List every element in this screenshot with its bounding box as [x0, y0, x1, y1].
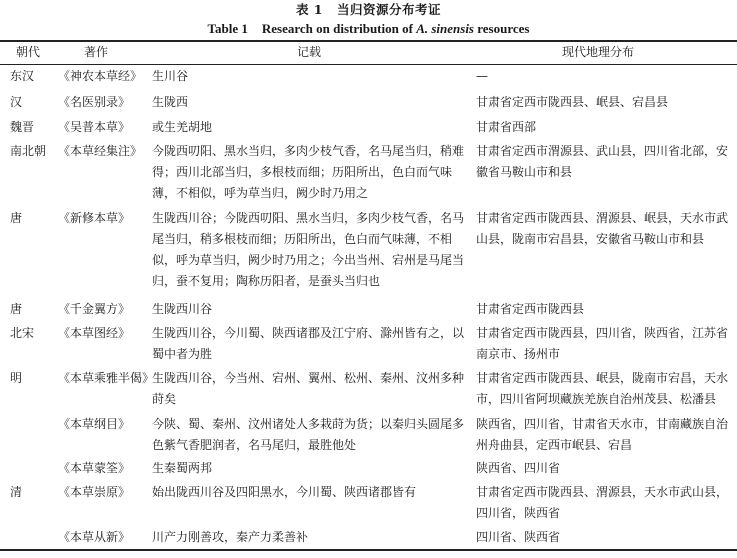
row-work: 《千金翼方》 — [58, 302, 131, 316]
row-record: 生陇西 — [152, 95, 189, 109]
row-dynasty: 北宋 — [10, 326, 35, 340]
row-dynasty: 东汉 — [10, 69, 35, 83]
row-geography: 甘肃省定西市陇西县、岷县，陇南市宕昌，天水市，四川省阿坝藏族羌族自治州茂县、松潘县 — [476, 371, 729, 406]
caption-en-number: Table 1 — [207, 21, 248, 36]
table-caption-cn — [0, 2, 737, 18]
row-geography: 陕西省、四川省 — [476, 461, 561, 475]
row-dynasty: 唐 — [10, 211, 23, 225]
row-work: 《本草图经》 — [58, 326, 131, 340]
row-record: 或生羌胡地 — [152, 120, 213, 134]
row-record: 川产力刚善攻，秦产力柔善补 — [152, 530, 309, 544]
row-dynasty: 汉 — [10, 95, 23, 109]
row-work: 《本草蒙筌》 — [58, 461, 131, 475]
table-caption-en — [0, 21, 737, 37]
row-geography: — — [476, 69, 488, 83]
caption-en-prefix: Research on distribution of — [261, 21, 413, 36]
row-geography: 甘肃省西部 — [476, 120, 537, 134]
row-geography: 陕西省，四川省，甘肃省天水市，甘南藏族自治州舟曲县，定西市岷县、宕昌 — [476, 417, 729, 452]
row-dynasty: 南北朝 — [10, 144, 47, 158]
row-work: 《神农本草经》 — [58, 69, 143, 83]
row-record: 生陇西川谷，今当州、宕州、翼州、松州、秦州、汶州多种莳矣 — [152, 371, 465, 406]
row-geography: 甘肃省定西市陇西县、渭源县、岷县，天水市武山县，陇南市宕昌县，安徽省马鞍山市和县 — [476, 211, 729, 246]
row-geography: 甘肃省定西市陇西县、渭源县，天水市武山县，四川省，陕西省 — [476, 485, 729, 520]
caption-cn-title: 当归资源分布考证 — [337, 2, 442, 17]
row-geography: 甘肃省定西市渭源县、武山县，四川省北部，安徽省马鞍山市和县 — [476, 144, 729, 179]
row-work: 《吴普本草》 — [58, 120, 131, 134]
row-work: 《本草乘雅半偈》 — [58, 371, 155, 385]
row-dynasty: 清 — [10, 485, 23, 499]
row-geography: 甘肃省定西市陇西县 — [476, 302, 585, 316]
caption-en-suffix: resources — [477, 21, 530, 36]
row-record: 生川谷 — [152, 69, 189, 83]
column-header-dynasty: 朝代 — [16, 45, 41, 59]
row-work: 《新修本草》 — [58, 211, 131, 225]
row-geography: 甘肃省定西市陇西县，四川省，陕西省，江苏省南京市、扬州市 — [476, 326, 729, 361]
row-record: 生陇西川谷，今川蜀、陕西诸郡及江宁府、滁州皆有之，以蜀中者为胜 — [152, 326, 465, 361]
column-header-geography: 现代地理分布 — [562, 45, 635, 59]
row-record: 生秦蜀两邦 — [152, 461, 213, 475]
caption-cn-number: 表 1 — [295, 2, 324, 17]
column-header-work: 著作 — [84, 45, 109, 59]
row-geography: 四川省、陕西省 — [476, 530, 561, 544]
row-work: 《本草纲目》 — [58, 417, 131, 431]
table-header-rule — [0, 64, 737, 65]
row-dynasty: 明 — [10, 371, 23, 385]
row-work: 《名医别录》 — [58, 95, 131, 109]
row-dynasty: 唐 — [10, 302, 23, 316]
row-record: 始出陇西川谷及四阳黑水，今川蜀、陕西诸郡皆有 — [152, 485, 417, 499]
row-work: 《本草从新》 — [58, 530, 131, 544]
row-record: 生陇西川谷 — [152, 302, 213, 316]
row-record: 今陇西叨阳、黑水当归，多肉少枝气香，名马尾当归，稍难得；西川北部当归，多根枝而细；历阳所出，色白而气味薄，不相似，呼为草当归，阙少时乃用之 — [152, 144, 465, 200]
row-geography: 甘肃省定西市陇西县、岷县、宕昌县 — [476, 95, 669, 109]
row-work: 《本草崇原》 — [58, 485, 131, 499]
row-work: 《本草经集注》 — [58, 144, 143, 158]
table-bottom-rule — [0, 549, 737, 551]
column-header-record: 记载 — [297, 45, 322, 59]
row-record: 生陇西川谷；今陇西叨阳、黑水当归，多肉少枝气香，名马尾当归，稍多根枝而细；历阳所出，色白而气味薄，不相似，呼为草当归，阙少时乃用之；今出当州、宕州是马尾当归，蚕不复用；陶称历阳者，是蚕头当归也 — [152, 211, 465, 288]
caption-en-species: A. sinensis — [416, 21, 474, 36]
row-record: 今陕、蜀、秦州、汶州诸处人多栽莳为货；以秦归头圆尾多色紫气香肥润者，名马尾归，最胜他处 — [152, 417, 465, 452]
row-dynasty: 魏晋 — [10, 120, 35, 134]
